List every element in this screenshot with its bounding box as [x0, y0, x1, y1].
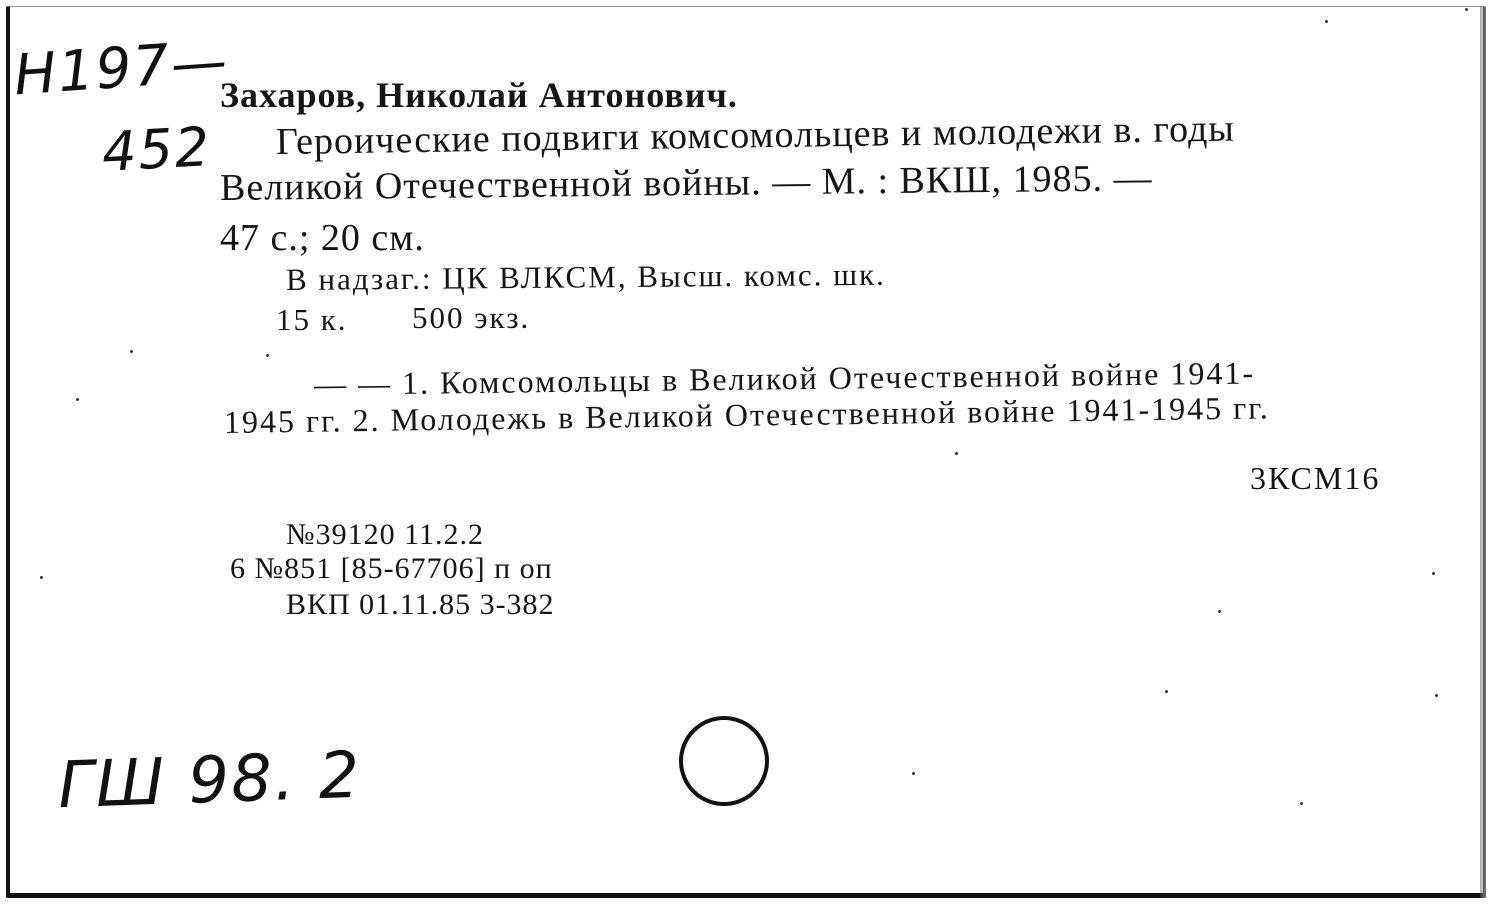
- speck: [266, 354, 269, 357]
- note-header: В надзаг.: ЦК ВЛКСМ, Высш. комс. шк.: [285, 256, 886, 297]
- classification-code: 3КСМ16: [1250, 460, 1381, 496]
- punch-hole: [679, 716, 769, 806]
- subjects-line-1: — — 1. Комсомольцы в Великой Отечественной войне 1941-: [313, 354, 1256, 402]
- shelfmark-top: Н197—: [11, 28, 232, 109]
- speck: [1300, 802, 1303, 805]
- card-edge: [1480, 6, 1486, 898]
- speck: [76, 398, 79, 401]
- speck: [1465, 8, 1468, 11]
- handwritten-code: ГШ 98. 2: [56, 738, 363, 824]
- speck: [1325, 20, 1328, 23]
- copies: 500 экз.: [412, 300, 531, 335]
- speck: [40, 576, 43, 579]
- title-line-3: 47 с.; 20 см.: [220, 217, 425, 259]
- author-heading: Захаров, Николай Антонович.: [220, 75, 738, 115]
- title-line-2: Великой Отечественной войны. — М. : ВКШ, 1985. —: [219, 157, 1153, 209]
- speck: [1165, 690, 1168, 693]
- speck: [1432, 572, 1435, 575]
- title-line-1: Героические подвиги комсомольцев и молодежи в. годы: [275, 107, 1236, 163]
- shelfmark-bottom: 452: [100, 115, 213, 184]
- registry-line-3: ВКП 01.11.85 3-382: [286, 588, 555, 621]
- speck: [955, 452, 958, 455]
- speck: [1218, 610, 1221, 613]
- price: 15 к.: [276, 302, 348, 337]
- registry-line-2: 6 №851 [85-67706] п оп: [230, 552, 553, 585]
- subjects-line-2: 1945 гг. 2. Молодежь в Великой Отечественной войне 1941-1945 гг.: [223, 389, 1270, 440]
- registry-line-1: №39120 11.2.2: [286, 518, 485, 551]
- speck: [1435, 694, 1438, 697]
- speck: [130, 350, 133, 353]
- speck: [912, 772, 915, 775]
